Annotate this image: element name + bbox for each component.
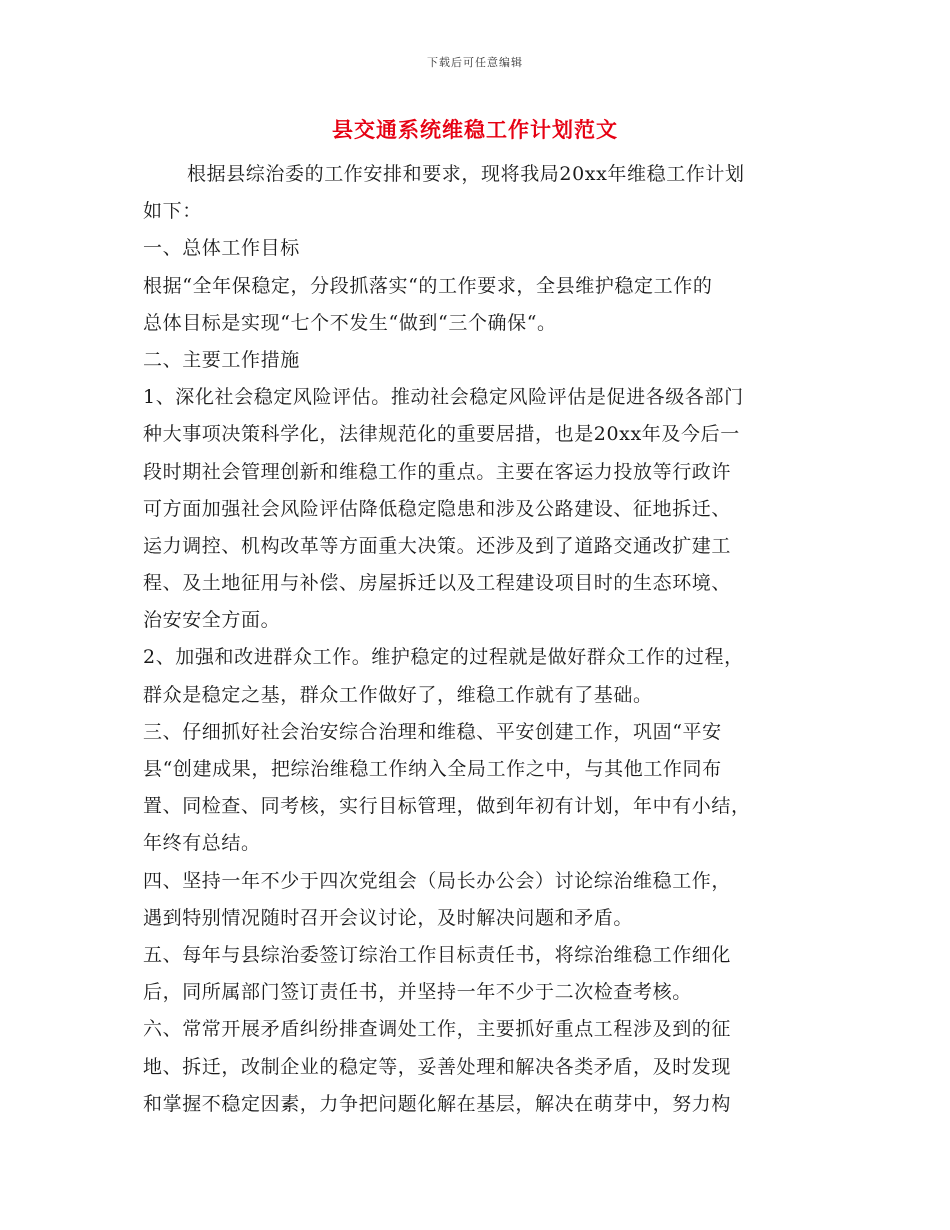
paragraph-line: 段时期社会管理创新和维稳工作的重点。主要在客运力投放等行政许	[143, 460, 732, 483]
paragraph-line: 四、坚持一年不少于四次党组会（局长办公会）讨论综治维稳工作，	[143, 869, 732, 892]
paragraph-line: 群众是稳定之基，群众工作做好了，维稳工作就有了基础。	[143, 683, 653, 706]
paragraph-line: 置、同检查、同考核，实行目标管理，做到年初有计划，年中有小结，	[143, 795, 751, 818]
paragraph-line: 根据“全年保稳定，分段抓落实“的工作要求，全县维护稳定工作的	[143, 274, 713, 297]
paragraph-line: 可方面加强社会风险评估降低稳定隐患和涉及公路建设、征地拆迁、	[143, 497, 732, 520]
paragraph-line: 程、及土地征用与补偿、房屋拆迁以及工程建设项目时的生态环境、	[143, 572, 732, 595]
paragraph-line: 运力调控、机构改革等方面重大决策。还涉及到了道路交通改扩建工	[143, 534, 732, 557]
paragraph-line: 和掌握不稳定因素，力争把问题化解在基层，解决在萌芽中，努力构	[143, 1092, 732, 1115]
paragraph-line: 2、加强和改进群众工作。维护稳定的过程就是做好群众工作的过程，	[143, 646, 744, 669]
paragraph-line: 遇到特别情况随时召开会议讨论，及时解决问题和矛盾。	[143, 906, 634, 929]
paragraph-line: 三、仔细抓好社会治安综合治理和维稳、平安创建工作，巩固“平安	[143, 720, 722, 743]
paragraph-line: 1、深化社会稳定风险评估。推动社会稳定风险评估是促进各级各部门	[143, 386, 744, 409]
paragraph-line: 县“创建成果，把综治维稳工作纳入全局工作之中，与其他工作同布	[143, 758, 722, 780]
paragraph-line: 五、每年与县综治委签订综治工作目标责任书，将综治维稳工作细化	[143, 943, 732, 966]
header-note: 下载后可任意编辑	[427, 56, 523, 69]
paragraph-line: 年终有总结。	[143, 832, 261, 855]
section-heading: 一、总体工作目标	[143, 237, 300, 260]
paragraph-line: 六、常常开展矛盾纠纷排查调处工作，主要抓好重点工程涉及到的征	[143, 1018, 732, 1041]
document-title: 县交通系统维稳工作计划范文	[332, 117, 618, 142]
section-heading: 二、主要工作措施	[143, 348, 300, 371]
document-body	[143, 156, 813, 1123]
paragraph-line: 根据县综治委的工作安排和要求，现将我局20xx年维稳工作计划	[187, 163, 745, 185]
paragraph-line: 地、拆迁，改制企业的稳定等，妥善处理和解决各类矛盾，及时发现	[143, 1055, 732, 1078]
paragraph-line: 如下：	[143, 200, 202, 223]
paragraph-line: 治安安全方面。	[143, 609, 281, 632]
paragraph-line: 后，同所属部门签订责任书，并坚持一年不少于二次检查考核。	[143, 981, 692, 1004]
paragraph-line: 种大事项决策科学化，法律规范化的重要居措，也是20xx年及今后一	[143, 423, 740, 446]
paragraph-line: 总体目标是实现“七个不发生“做到“三个确保“。	[143, 311, 557, 334]
